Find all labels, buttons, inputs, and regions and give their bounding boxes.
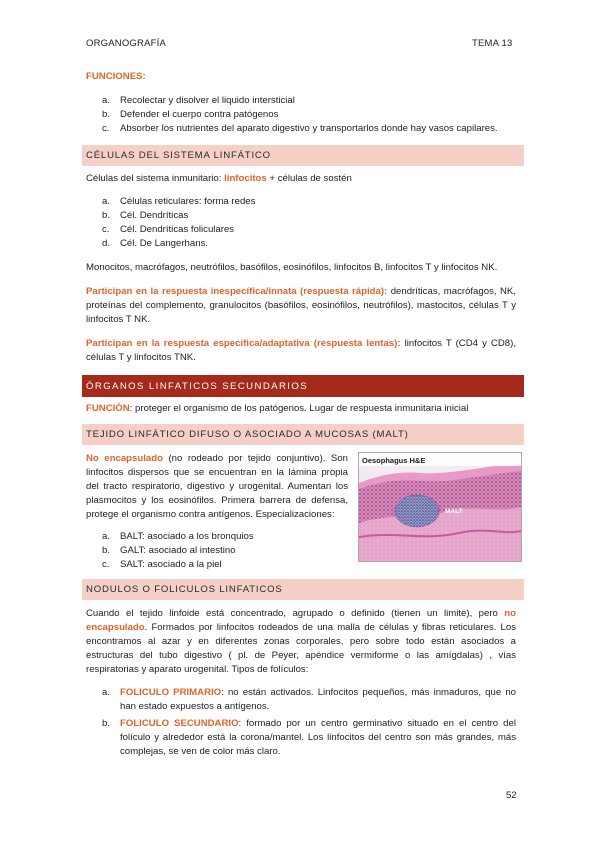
- celulas-intro: Células del sistema inmunitario: linfocitos + células de sostén: [86, 172, 352, 184]
- list-item: a. BALT: asociado a los bronquios: [102, 530, 254, 542]
- histology-image-title: Oesophagus H&E: [362, 456, 426, 466]
- page-content: [86, 70, 516, 758]
- list-item: b. Defender el cuerpo contra patógenos: [102, 108, 279, 120]
- respuesta-especifica: Participan en la respuesta específica/adaptativa (respuesta lentas): linfocitos T (CD4 y CD8), células T y linfocitos TNK.: [86, 337, 516, 363]
- list-item: b. Cél. Dendríticas: [102, 210, 189, 222]
- page-number: 52: [506, 790, 517, 801]
- funciones-list: [86, 94, 516, 136]
- list-item: b. FOLICULO SECUNDARIO: formado por un centro germinativo situado en el centro del folículo y alrededor está la corona/mantel. Los linfocitos del centro son más grandes, más complejas, se ven de color más claro.: [102, 717, 516, 757]
- list-item: c. Cél. Dendríticas foliculares: [102, 224, 235, 236]
- histology-image-label: MALT: [445, 508, 463, 516]
- header-subject: ORGANOGRAFÍA: [86, 38, 166, 49]
- header-topic: TEMA 13: [472, 38, 513, 49]
- list-item: a. Recolectar y disolver el liquido intersticial: [102, 94, 295, 106]
- celulas-monocitos: Monocitos, macrófagos, neutrófilos, basófilos, eosinófilos, linfocitos B, linfocitos T y linfocitos NK.: [86, 262, 498, 274]
- malt-description: No encapsulado (no rodeado por tejido conjuntivo). Son linfocitos dispersos que se encuentran en la lámina propia del tracto respiratorio, digestivo y urogenital. Aumentan los plasmocitos y los eosinófilos. Primera barrera de defensa, protege el organismo contra antígenos. Especializaciones:: [86, 453, 348, 520]
- list-item: a. Células reticulares: forma redes: [102, 196, 256, 208]
- nodulos-list: [86, 686, 516, 759]
- funciones-title: FUNCIONES:: [86, 71, 146, 82]
- section-heading-nodulos: NODULOS O FOLICULOS LINFATICOS: [82, 579, 524, 600]
- section-heading-celulas: CÉLULAS DEL SISTEMA LINFÁTICO: [82, 145, 524, 166]
- section-heading-malt: TEJIDO LINFÁTICO DIFUSO O ASOCIADO A MUCOSAS (MALT): [82, 424, 524, 445]
- celulas-list: [86, 195, 516, 251]
- section-heading-organos: ÓRGANOS LINFATICOS SECUNDARIOS: [82, 375, 524, 398]
- list-item: b. GALT: asociado al intestino: [102, 544, 236, 556]
- list-item: c. Absorber los nutrientes del aparato digestivo y transportarlos donde hay vasos capilares.: [102, 122, 498, 134]
- list-item: c. SALT: asociado a la piel: [102, 558, 222, 570]
- list-item: d. Cél. De Langerhans.: [102, 238, 208, 250]
- organos-funcion: FUNCIÓN: proteger el organismo de los patógenos. Lugar de respuesta inmunitaria inicial: [86, 403, 469, 415]
- malt-block: [86, 452, 516, 571]
- respuesta-inespecifica: Participan en la respuesta inespecífica/innata (respuesta rápida): dendríticas, macrófagos, NK, proteínas del complemento, granulocitos (basófilos, eosinófilos, neutrófilos), mastocitos, células T y linfocitos T NK.: [86, 285, 516, 325]
- histology-image: [358, 452, 522, 562]
- nodulos-description: Cuando el tejido linfoide está concentrado, agrupado o definido (tienen un limite), pero no encapsulado. Formados por linfocitos rodeados de una malla de células y fibras reticulares. Los encontramos al azar y en diferentes zonas corporales, pero sobre todo están asociados a estructuras del tubo digestivo ( pl. de Peyer, apéndice vermiforme o las amígdalas) , vías respiratorias y aparato urogenital. Tipos de folículos:: [86, 608, 517, 675]
- list-item: a. FOLICULO PRIMARIO: no están activados. Linfocitos pequeños, más inmaduros, que no han estado expuestos a antígenos.: [102, 686, 516, 712]
